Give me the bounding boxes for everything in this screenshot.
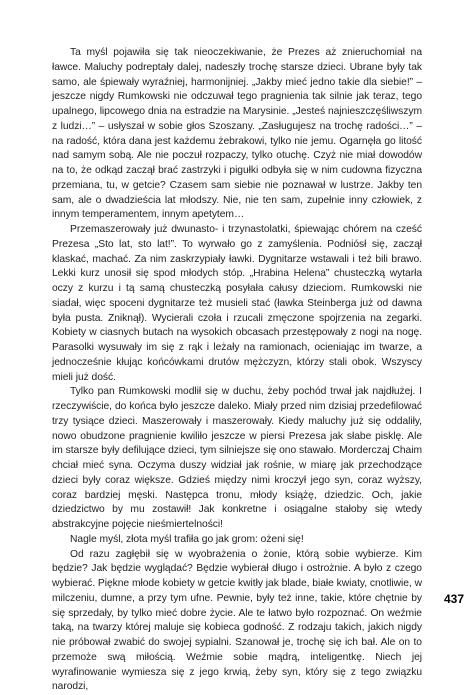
page-number: 437 [444, 592, 464, 606]
paragraph: Od razu zagłębił się w wyobrażenia o żonie, którą sobie wybierze. Kim będzie? Jak będzie wyglądać? Będzie wybierał długo i ostrożnie. A było z czego wybierać. Piękne młode kobiety w getcie kwitły jak blade, białe kwiaty, cnotliwie, w milczeniu, dumne, a przy tym ufne. Pewnie, były też inne, takie, które chętnie by się sprzedały, by tylko mieć dobre życie. Ale te łatwo było rozpoznać. On weźmie taką, na twarzy której maluje się kobieca godność. Z rodzaju takich, jakich nigdy nie próbował zwabić do swojej sypialni. Szanował je, trochę się ich bał. Ale on to przemoże swą miłością. Weźmie sobie mądrą, inteligentkę. Niech jej wyrafinowanie wymiesza się z jego krwią, żeby syn, który się z tego związku narodzi, [52, 548, 422, 695]
paragraph: Ta myśl pojawiła się tak nieoczekiwanie, że Prezes aż znieruchomiał na ławce. Maluchy podreptały dalej, nadeszły trochę starsze dzieci. Ubrane były tak samo, ale śpiewały wyraźniej, harmonijniej. „Jakby mieć jedno takie dla siebie!” – jeszcze nigdy Rumkowski nie odczuwał tego pragnienia tak silnie jak teraz, tego upalnego, lipcowego dnia na estradzie na Marysinie. „Jesteś najnieszczęśliwszym z ludzi…” – usłyszał w sobie głos Szoszany. „Zasługujesz na trochę radości…” – na radość, która dana jest każdemu żebrakowi, tylko nie jemu. Ogarnęła go litość nad samym sobą. Ale nie poczuł rozpaczy, tylko otuchę. Czyż nie miał dowodów na to, że odkąd zaczął brać zastrzyki i pigułki odbyła się w nim cudowna fizyczna przemiana, tu, w getcie? Czasem sam siebie nie poznawał w lustrze. Jakby ten sam, ale o dwadzieścia lat młodszy. Nie, nie ten sam, zupełnie inny człowiek, z innym temperamentem, innym apetytem… [52, 46, 422, 223]
paragraph: Przemaszerowały już dwunasto- i trzynastolatki, śpiewając chórem na cześć Prezesa „Sto lat, sto lat!”. To wyrwało go z zamyślenia. Podniósł się, zaczął klaskać, machać. Za nim zaskrzypiały ławki. Dygnitarze wstawali i też bili brawo. Lekki kurz unosił się spod młodych stóp. „Hrabina Helena” chusteczką wytarła oczy z kurzu i tą samą chusteczką posyłała całusy dzieciom. Rumkowski nie siadał, więc spoceni dygnitarze też musieli stać (ławka Steinberga już od dawna była pusta. Zniknął). Wycierali czoła i rzucali zmęczone spojrzenia na zegarki. Kobiety w ciasnych butach na wysokich obcasach przestępowały z nogi na nogę. Parasolki wysuwały im się z rąk i leżały na ramionach, ocieniając im twarze, a jednocześnie kłując końcówkami drutów mężczyzn, którzy stali obok. Wszyscy mieli już dość. [52, 223, 422, 385]
paragraph: Nagle myśl, złota myśl trafiła go jak grom: ożeni się! [52, 533, 422, 548]
paragraph: Tylko pan Rumkowski modlił się w duchu, żeby pochód trwał jak najdłużej. I rzeczywiście, do końca było jeszcze daleko. Miały przed nim dzisiaj przedefilować trzy tysiące dzieci. Maszerowały i maszerowały. Kiedy maluchy już się oddaliły, nowo obudzone pragnienie kwiliło jeszcze w piersi Prezesa jak słabe pisklę. Ale im starsze były defilujące dzieci, tym silniejsze się ono stawało. Morderczaj Chaim chciał mieć syna. Oczyma duszy widział jak rośnie, w miarę jak przechodzące dzieci były coraz większe. Gdzieś między nimi kroczył jego syn, coraz wyższy, coraz bardziej męski. Następca tronu, młody książę, dziedzic. Och, jakie dziedzictwo by mu zostawił! Jak konkretne i osiągalne stałoby się wtedy abstrakcyjne pojęcie nieśmiertelności! [52, 385, 422, 533]
book-page-text [52, 46, 422, 695]
